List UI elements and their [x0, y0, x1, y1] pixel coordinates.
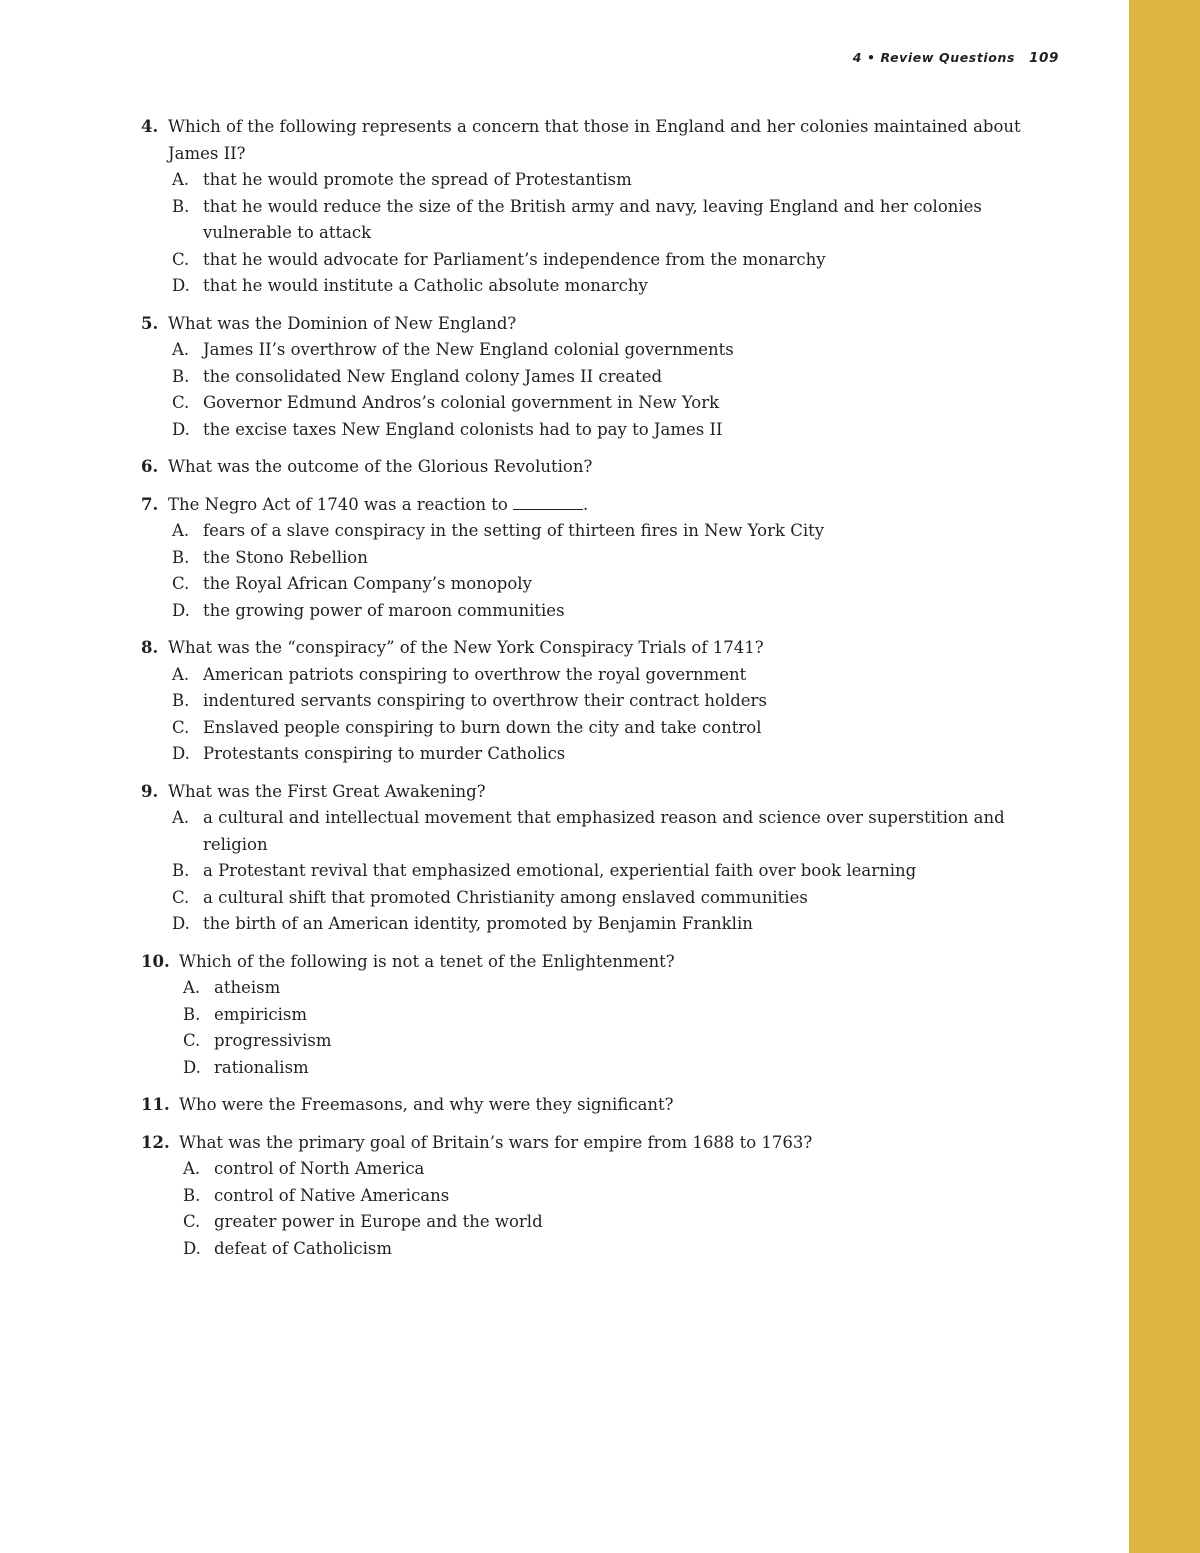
option-text: the consolidated New England colony James II created [203, 366, 663, 386]
answer-option [168, 688, 1066, 715]
answer-option [179, 1183, 1066, 1210]
option-letter: C. [172, 717, 190, 737]
option-letter: D. [172, 600, 190, 620]
question-number: 8. [141, 638, 159, 657]
option-text: the birth of an American identity, promoted by Benjamin Franklin [203, 914, 753, 933]
page-number: 109 [1029, 50, 1059, 66]
answer-option [168, 805, 1066, 858]
question-text [168, 779, 1066, 806]
question-text-main: What was the Dominion of New England? [168, 313, 517, 333]
answer-option [168, 911, 1066, 938]
answer-option [168, 273, 1066, 300]
option-text: the excise taxes New England colonists had to pay to James II [203, 419, 723, 439]
answer-options [179, 1156, 1066, 1262]
option-text: that he would advocate for Parliament’s independence from the monarchy [203, 249, 826, 269]
question-item [141, 114, 1066, 300]
answer-option [168, 247, 1066, 274]
question-item [141, 1092, 1066, 1119]
question-number: 11. [141, 1095, 170, 1114]
option-letter: C. [183, 1031, 201, 1050]
option-text: that he would promote the spread of Protestantism [203, 170, 632, 189]
option-letter: C. [183, 1212, 201, 1231]
option-letter: B. [172, 861, 190, 880]
answer-option [168, 194, 1066, 247]
option-letter: A. [172, 808, 190, 827]
option-text: atheism [214, 978, 281, 997]
question-item [141, 454, 1066, 481]
question-text [179, 1092, 1066, 1119]
option-letter: D. [172, 276, 190, 295]
question-text-main: What was the outcome of the Glorious Revolution? [168, 457, 593, 476]
option-letter: A. [172, 340, 190, 359]
option-text: a cultural and intellectual movement that emphasized reason and science over superstition and religion [203, 808, 1005, 854]
option-letter: A. [172, 170, 190, 189]
answer-options [179, 975, 1066, 1081]
question-number: 6. [141, 457, 159, 476]
section-title: 4 • Review Questions [852, 50, 1016, 65]
answer-option [168, 390, 1066, 417]
option-letter: A. [172, 664, 190, 684]
question-item [141, 1130, 1066, 1263]
question-text-after-blank: . [583, 494, 589, 514]
answer-options [168, 167, 1066, 300]
question-number: 5. [141, 313, 159, 333]
option-letter: D. [172, 744, 190, 763]
question-text [168, 311, 1066, 338]
question-text [168, 492, 1066, 519]
option-text: a Protestant revival that emphasized emotional, experiential faith over book learning [203, 861, 917, 880]
option-letter: D. [172, 914, 190, 933]
option-letter: A. [172, 521, 190, 540]
answer-options [168, 805, 1066, 938]
option-text: fears of a slave conspiracy in the setting of thirteen fires in New York City [203, 521, 825, 540]
answer-option [179, 1002, 1066, 1029]
answer-option [168, 417, 1066, 444]
option-text: James II’s overthrow of the New England colonial governments [203, 340, 734, 359]
question-text-main: What was the “conspiracy” of the New York Conspiracy Trials of 1741? [168, 638, 764, 657]
option-letter: D. [172, 419, 190, 439]
option-letter: C. [172, 249, 190, 269]
answer-option [168, 858, 1066, 885]
answer-option [168, 741, 1066, 768]
question-text-main: What was the First Great Awakening? [168, 781, 486, 801]
side-color-band [1129, 0, 1200, 1553]
answer-option [168, 364, 1066, 391]
question-item [141, 779, 1066, 938]
option-letter: B. [183, 1185, 201, 1205]
answer-options [168, 337, 1066, 443]
answer-option [168, 885, 1066, 912]
answer-blank [513, 493, 583, 510]
option-text: empiricism [214, 1004, 308, 1024]
answer-option [168, 167, 1066, 194]
option-letter: B. [172, 547, 190, 567]
option-text: American patriots conspiring to overthrow the royal government [203, 664, 747, 684]
question-text [179, 949, 1066, 976]
question-number: 9. [141, 781, 159, 801]
option-text: Enslaved people conspiring to burn down the city and take control [203, 717, 762, 737]
question-item [141, 949, 1066, 1082]
option-letter: B. [172, 196, 190, 216]
option-letter: A. [183, 1159, 201, 1178]
question-item [141, 311, 1066, 444]
question-text-main: Who were the Freemasons, and why were they significant? [179, 1095, 674, 1114]
option-letter: C. [172, 887, 190, 907]
option-text: Protestants conspiring to murder Catholics [203, 744, 566, 763]
question-text [179, 1130, 1066, 1157]
answer-option [179, 1055, 1066, 1082]
question-item [141, 492, 1066, 625]
option-text: that he would reduce the size of the British army and navy, leaving England and her colonies vulnerable to attack [203, 196, 982, 242]
option-text: the Stono Rebellion [203, 547, 368, 567]
option-letter: C. [172, 393, 190, 412]
option-text: defeat of Catholicism [214, 1238, 393, 1258]
option-text: greater power in Europe and the world [214, 1212, 543, 1231]
question-item [141, 635, 1066, 768]
option-text: rationalism [214, 1057, 309, 1077]
option-letter: B. [183, 1004, 201, 1024]
option-text: the growing power of maroon communities [203, 600, 565, 620]
question-number: 7. [141, 494, 159, 514]
option-letter: A. [183, 978, 201, 997]
question-text-main: The Negro Act of 1740 was a reaction to [168, 494, 508, 514]
question-number: 10. [141, 951, 170, 971]
option-letter: D. [183, 1057, 201, 1077]
question-text-main: What was the primary goal of Britain’s wars for empire from 1688 to 1763? [179, 1132, 813, 1152]
answer-option [168, 545, 1066, 572]
question-number: 12. [141, 1132, 170, 1152]
question-list [141, 114, 1066, 1273]
option-letter: C. [172, 574, 190, 593]
option-letter: D. [183, 1238, 201, 1258]
option-text: Governor Edmund Andros’s colonial government in New York [203, 393, 720, 412]
question-text [168, 114, 1066, 167]
answer-option [168, 518, 1066, 545]
question-text-main: Which of the following is not a tenet of the Enlightenment? [179, 951, 675, 971]
option-text: that he would institute a Catholic absolute monarchy [203, 276, 648, 295]
running-head [853, 50, 1059, 66]
answer-option [168, 662, 1066, 689]
answer-option [179, 1209, 1066, 1236]
option-text: a cultural shift that promoted Christianity among enslaved communities [203, 887, 808, 907]
option-letter: B. [172, 691, 190, 710]
answer-option [168, 571, 1066, 598]
question-text-main: Which of the following represents a concern that those in England and her colonies maintained about James II? [168, 117, 1021, 163]
answer-options [168, 662, 1066, 768]
question-text [168, 635, 1066, 662]
answer-option [179, 1028, 1066, 1055]
option-text: indentured servants conspiring to overthrow their contract holders [203, 691, 767, 710]
answer-option [168, 337, 1066, 364]
answer-option [179, 1156, 1066, 1183]
question-number: 4. [141, 117, 159, 136]
question-text [168, 454, 1066, 481]
answer-option [179, 1236, 1066, 1263]
answer-option [168, 715, 1066, 742]
option-text: progressivism [214, 1031, 332, 1050]
option-letter: B. [172, 366, 190, 386]
option-text: the Royal African Company’s monopoly [203, 574, 532, 593]
option-text: control of North America [214, 1159, 425, 1178]
option-text: control of Native Americans [214, 1185, 450, 1205]
answer-options [168, 518, 1066, 624]
answer-option [168, 598, 1066, 625]
answer-option [179, 975, 1066, 1002]
